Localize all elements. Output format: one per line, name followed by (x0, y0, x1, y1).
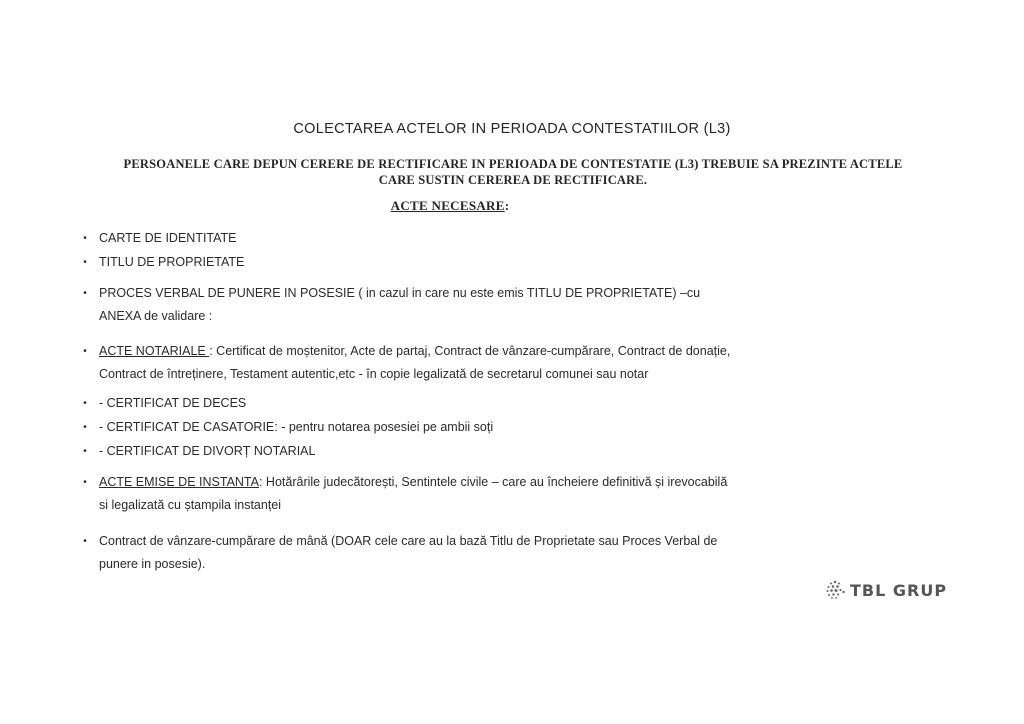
bullet-icon: • (83, 446, 87, 457)
list-item-text: CARTE DE IDENTITATE (99, 231, 237, 245)
bullet-icon: • (83, 422, 87, 433)
bullet-icon: • (83, 257, 87, 268)
list-item-line-2: si legalizată cu ștampila instanței (99, 498, 282, 512)
dotted-globe-icon (824, 579, 846, 601)
document-subtitle (80, 156, 946, 188)
list-item (80, 340, 800, 388)
list-item-line-2: Contract de întreținere, Testament autentic,etc - în copie legalizată de secretarul comunei sau notar (99, 367, 649, 381)
bullet-icon: • (83, 346, 87, 357)
list-item-line-2: ANEXA de validare : (99, 309, 213, 323)
list-item-text: - CERTIFICAT DE DIVORȚ NOTARIAL (99, 444, 316, 458)
section-heading (0, 198, 900, 214)
subtitle-line-2: CARE SUSTIN CEREREA DE RECTIFICARE. (378, 173, 648, 187)
list-item-text (99, 471, 839, 517)
list-item (80, 471, 840, 519)
bullet-icon: • (83, 536, 87, 547)
list-item-text: TITLU DE PROPRIETATE (99, 255, 245, 269)
section-heading-label: ACTE NECESARE (390, 198, 505, 213)
company-logo (824, 577, 964, 603)
logo-text: TBL GRUP (850, 580, 948, 600)
subtitle-line-1: PERSOANELE CARE DEPUN CERERE DE RECTIFICARE IN PERIOADA DE CONTESTATIE (L3) TREBUIE SA PREZINTE ACTELE (123, 157, 903, 171)
list-item-line-2: punere in posesie). (99, 557, 206, 571)
bullet-icon: • (83, 477, 87, 488)
list-item-line-1: Contract de vânzare-cumpărare de mână (DOAR cele care au la bază Titlu de Proprietate sau Proces Verbal de (99, 534, 718, 548)
list-item-text (99, 340, 799, 386)
list-item (80, 282, 840, 330)
list-item-text (99, 530, 839, 576)
document-title: COLECTAREA ACTELOR IN PERIOADA CONTESTATIILOR (L3) (293, 121, 731, 137)
list-item-label: ACTE NOTARIALE (99, 344, 210, 358)
list-item-line-1: PROCES VERBAL DE PUNERE IN POSESIE ( in cazul in care nu este emis TITLU DE PROPRIETATE) –cu (99, 286, 701, 300)
list-item-text (99, 282, 839, 328)
list-item (80, 530, 840, 578)
list-item-label: ACTE EMISE DE INSTANTA (99, 475, 259, 489)
list-item-line-1: : Certificat de moștenitor, Acte de partaj, Contract de vânzare-cumpărare, Contract de donație, (209, 344, 731, 358)
section-heading-colon: : (504, 198, 510, 213)
list-item-text: - CERTIFICAT DE DECES (99, 396, 247, 410)
bullet-icon: • (83, 288, 87, 299)
bullet-icon: • (83, 398, 87, 409)
bullet-icon: • (83, 233, 87, 244)
list-item-text: - CERTIFICAT DE CASATORIE: - pentru notarea posesiei pe ambii soți (99, 420, 494, 434)
list-item-line-1: : Hotărârile judecătorești, Sentintele civile – care au încheiere definitivă și irevocabilă (258, 475, 728, 489)
